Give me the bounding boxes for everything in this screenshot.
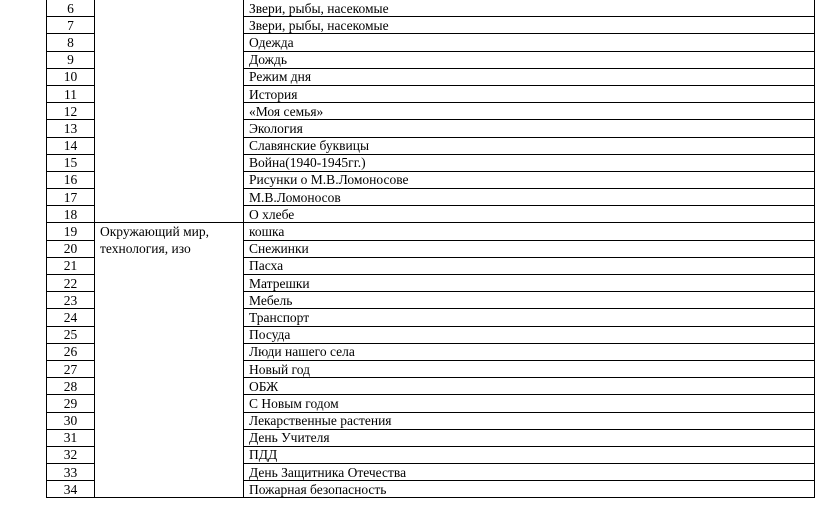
topic-name: День Учителя [244, 429, 815, 446]
row-number: 22 [47, 275, 95, 292]
topic-name: Рисунки о М.В.Ломоносове [244, 171, 815, 188]
topic-name: Звери, рыбы, насекомые [244, 17, 815, 34]
row-number: 13 [47, 120, 95, 137]
lesson-topics-table [46, 0, 815, 498]
row-number: 11 [47, 85, 95, 102]
row-number: 7 [47, 17, 95, 34]
topic-name: Мебель [244, 292, 815, 309]
row-number: 8 [47, 34, 95, 51]
topic-name: кошка [244, 223, 815, 240]
row-number: 21 [47, 257, 95, 274]
table-row [47, 0, 815, 17]
row-number: 29 [47, 395, 95, 412]
topic-name: С Новым годом [244, 395, 815, 412]
topic-name: Экология [244, 120, 815, 137]
topic-name: «Моя семья» [244, 103, 815, 120]
row-number: 32 [47, 446, 95, 463]
row-number: 25 [47, 326, 95, 343]
row-number: 9 [47, 51, 95, 68]
row-number: 30 [47, 412, 95, 429]
row-number: 33 [47, 464, 95, 481]
topic-name: ПДД [244, 446, 815, 463]
topic-name: История [244, 85, 815, 102]
row-number: 34 [47, 481, 95, 498]
topic-name: Звери, рыбы, насекомые [244, 0, 815, 17]
topic-name: Лекарственные растения [244, 412, 815, 429]
row-number: 26 [47, 343, 95, 360]
topic-name: Люди нашего села [244, 343, 815, 360]
row-number: 24 [47, 309, 95, 326]
topic-name: День Защитника Отечества [244, 464, 815, 481]
topic-name: Дождь [244, 51, 815, 68]
row-number: 18 [47, 206, 95, 223]
topic-name: Посуда [244, 326, 815, 343]
topic-name: Снежинки [244, 240, 815, 257]
row-number: 14 [47, 137, 95, 154]
table-row [47, 223, 815, 240]
row-number: 15 [47, 154, 95, 171]
topic-name: Новый год [244, 360, 815, 377]
topic-name: Матрешки [244, 275, 815, 292]
topic-name: Одежда [244, 34, 815, 51]
table-body [47, 0, 815, 498]
row-number: 31 [47, 429, 95, 446]
row-number: 12 [47, 103, 95, 120]
topic-name: Пожарная безопасность [244, 481, 815, 498]
topic-name: Пасха [244, 257, 815, 274]
row-number: 19 [47, 223, 95, 240]
topic-name: ОБЖ [244, 378, 815, 395]
subject-cell [95, 0, 244, 223]
topic-name: Война(1940-1945гг.) [244, 154, 815, 171]
row-number: 27 [47, 360, 95, 377]
topic-name: М.В.Ломоносов [244, 189, 815, 206]
row-number: 20 [47, 240, 95, 257]
row-number: 16 [47, 171, 95, 188]
topic-name: Режим дня [244, 68, 815, 85]
row-number: 6 [47, 0, 95, 17]
row-number: 28 [47, 378, 95, 395]
topic-name: Транспорт [244, 309, 815, 326]
topic-name: О хлебе [244, 206, 815, 223]
row-number: 17 [47, 189, 95, 206]
subject-label: Окружающий мир, технология, изо [100, 224, 209, 257]
row-number: 23 [47, 292, 95, 309]
row-number: 10 [47, 68, 95, 85]
topic-name: Славянские буквицы [244, 137, 815, 154]
subject-cell [95, 223, 244, 498]
